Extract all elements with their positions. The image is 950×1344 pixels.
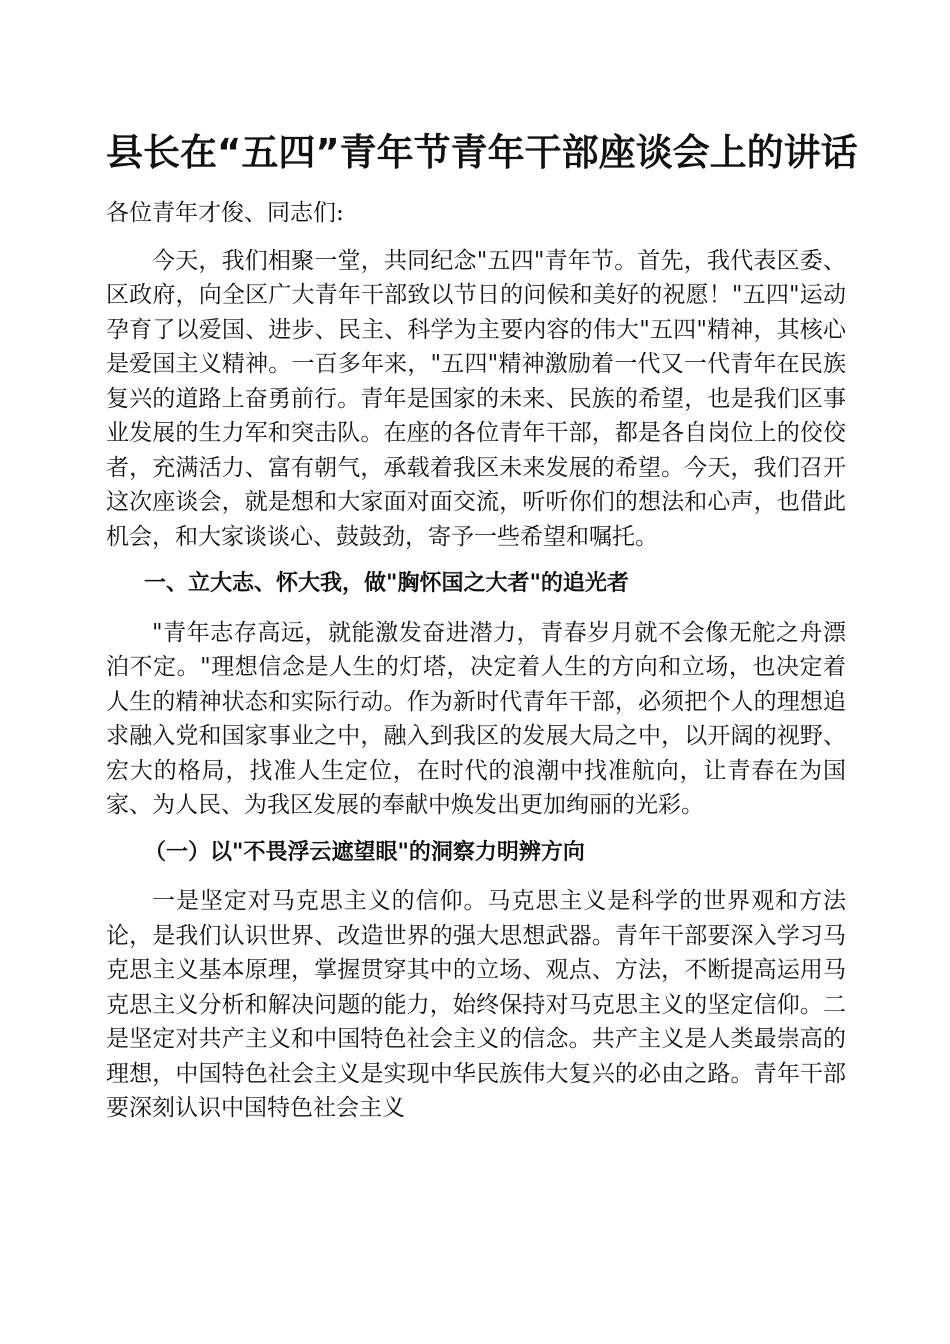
paragraph-section-1: "青年志存高远，就能激发奋进潜力，青春岁月就不会像无舵之舟漂泊不定。"理想信念是人生的灯塔，决定着人生的方向和立场，也决定着人生的精神状态和实际行动。作为新时代青年干部，必须把个人的理想追求融入党和国家事业之中，融入到我区的发展大局之中，以开阔的视野、宏大的格局，找准人生定位，在时代的浪潮中找准航向，让青春在为国家、为人民、为我区发展的奉献中焕发出更加绚丽的光彩。 [106, 619, 846, 818]
subsection-heading-1: （一）以"不畏浮云遮望眼"的洞察力明辨方向 [144, 839, 585, 865]
section-heading-1: 一、立大志、怀大我，做"胸怀国之大者"的追光者 [144, 571, 629, 596]
salutation: 各位青年才俊、同志们: [106, 200, 344, 226]
paragraph-subsection-1: 一是坚定对马克思主义的信仰。马克思主义是科学的世界观和方法论，是我们认识世界、改造世界的强大思想武器。青年干部要深入学习马克思主义基本原理，掌握贯穿其中的立场、观点、方法，不断提高运用马克思主义分析和解决问题的能力，始终保持对马克思主义的坚定信仰。二是坚定对共产主义和中国特色社会主义的信念。共产主义是人类最崇高的理想，中国特色社会主义是实现中华民族伟大复兴的必由之路。青年干部要深刻认识中国特色社会主义 [106, 888, 846, 1121]
document-page [106, 120, 858, 1139]
paragraph-opening: 今天，我们相聚一堂，共同纪念"五四"青年节。首先，我代表区委、区政府，向全区广大青年干部致以节日的问候和美好的祝愿！"五四"运动孕育了以爱国、进步、民主、科学为主要内容的伟大"五四"精神，其核心是爱国主义精神。一百多年来，"五四"精神激励着一代又一代青年在民族复兴的道路上奋勇前行。青年是国家的未来、民族的希望，也是我们区事业发展的生力军和突击队。在座的各位青年干部，都是各自岗位上的佼佼者，充满活力、富有朝气，承载着我区未来发展的希望。今天，我们召开这次座谈会，就是想和大家面对面交流，听听你们的想法和心声，也借此机会，和大家谈谈心、鼓鼓劲，寄予一些希望和嘱托。 [106, 247, 846, 550]
document-title: 县长在“五四”青年节青年干部座谈会上的讲话 [106, 131, 858, 174]
